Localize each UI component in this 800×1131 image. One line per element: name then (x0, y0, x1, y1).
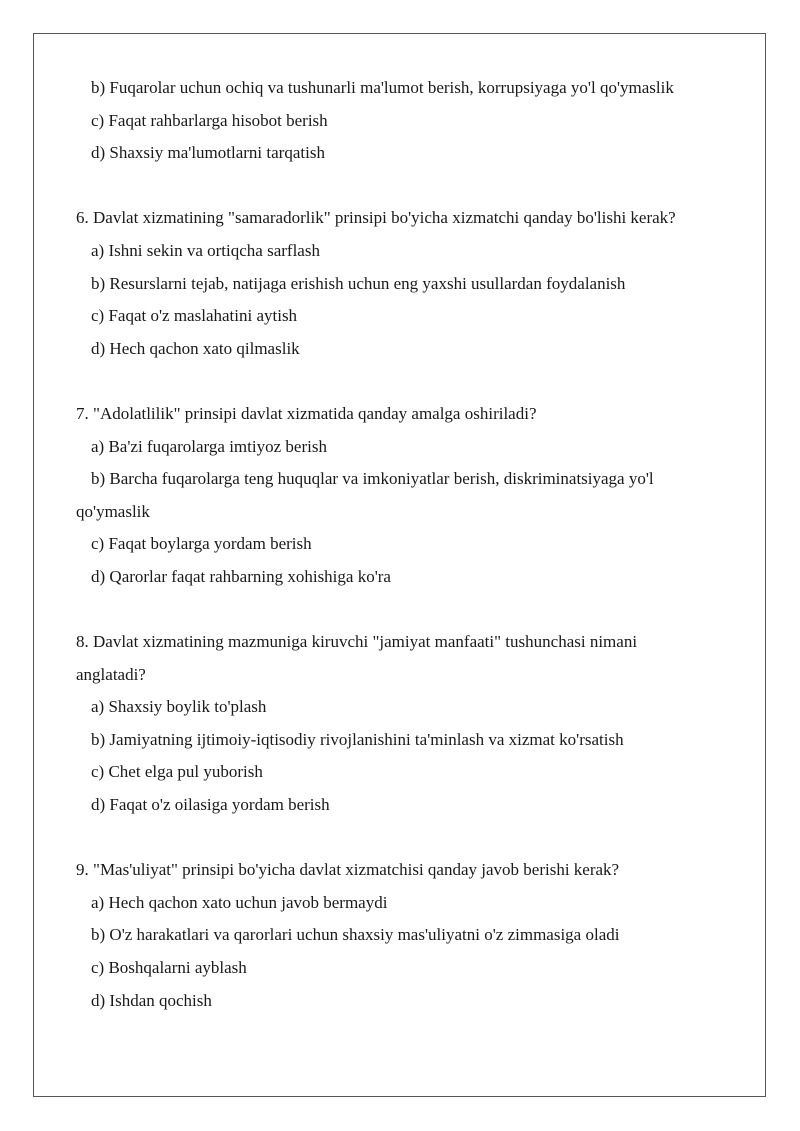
option-9a: a) Hech qachon xato uchun javob bermaydi (91, 892, 388, 912)
question-8 (76, 626, 746, 822)
question-7-text: 7. "Adolatlilik" prinsipi davlat xizmatida qanday amalga oshiriladi? (76, 403, 537, 423)
option-5c: c) Faqat rahbarlarga hisobot berish (91, 110, 328, 130)
option-7d: d) Qarorlar faqat rahbarning xohishiga ko'ra (91, 566, 391, 586)
question-5-continuation (76, 72, 746, 170)
option-7a: a) Ba'zi fuqarolarga imtiyoz berish (91, 436, 327, 456)
option-9b: b) O'z harakatlari va qarorlari uchun shaxsiy mas'uliyatni o'z zimmasiga oladi (91, 925, 620, 945)
option-8a: a) Shaxsiy boylik to'plash (91, 697, 267, 717)
option-5d: d) Shaxsiy ma'lumotlarni tarqatish (91, 143, 325, 163)
option-7c: c) Faqat boylarga yordam berish (91, 534, 312, 554)
option-6a: a) Ishni sekin va ortiqcha sarflash (91, 240, 320, 260)
document-content (76, 72, 746, 1017)
option-6c: c) Faqat o'z maslahatini aytish (91, 306, 298, 326)
option-9c: c) Boshqalarni ayblash (91, 958, 247, 978)
question-8-text-continuation: anglatadi? (76, 664, 146, 684)
option-8d: d) Faqat o'z oilasiga yordam berish (91, 795, 330, 815)
question-6-text: 6. Davlat xizmatining "samaradorlik" prinsipi bo'yicha xizmatchi qanday bo'lishi kerak? (76, 208, 676, 228)
option-7b-continuation: qo'ymaslik (76, 501, 150, 521)
question-9 (76, 854, 746, 1017)
question-9-text: 9. "Mas'uliyat" prinsipi bo'yicha davlat xizmatchisi qanday javob berishi kerak? (76, 860, 620, 880)
option-6d: d) Hech qachon xato qilmaslik (91, 338, 300, 358)
option-9d: d) Ishdan qochish (91, 990, 212, 1010)
question-7 (76, 398, 746, 594)
option-8c: c) Chet elga pul yuborish (91, 762, 263, 782)
option-8b: b) Jamiyatning ijtimoiy-iqtisodiy rivojlanishini ta'minlash va xizmat ko'rsatish (91, 729, 624, 749)
question-8-text: 8. Davlat xizmatining mazmuniga kiruvchi "jamiyat manfaati" tushunchasi nimani (76, 632, 638, 652)
option-6b: b) Resurslarni tejab, natijaga erishish uchun eng yaxshi usullardan foydalanish (91, 273, 626, 293)
question-6 (76, 202, 746, 365)
option-7b: b) Barcha fuqarolarga teng huquqlar va imkoniyatlar berish, diskriminatsiyaga yo'l (91, 469, 654, 489)
option-5b: b) Fuqarolar uchun ochiq va tushunarli ma'lumot berish, korrupsiyaga yo'l qo'ymaslik (91, 78, 674, 97)
